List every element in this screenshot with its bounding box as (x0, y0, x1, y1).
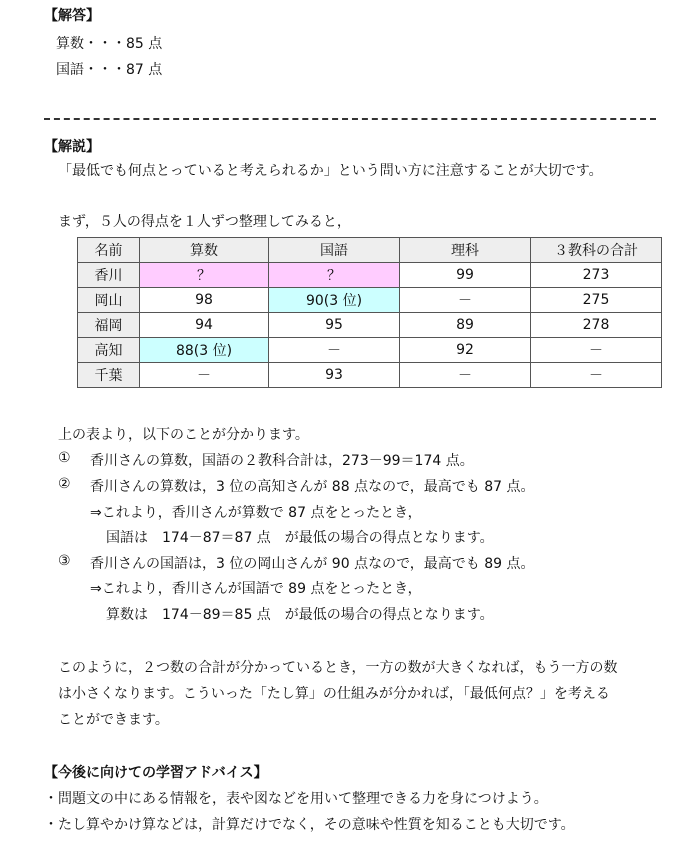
cell-name: 香川 (78, 263, 140, 288)
cell-math: 98 (140, 288, 269, 313)
cell-science: － (400, 288, 531, 313)
cell-name: 千葉 (78, 363, 140, 388)
item-2-step-a: ⇒これより，香川さんが算数で 87 点をとったとき， (90, 505, 422, 521)
cell-science: 99 (400, 263, 531, 288)
cell-math: － (140, 363, 269, 388)
cell-japanese: － (269, 338, 400, 363)
cell-name: 高知 (78, 338, 140, 363)
item-3-step-b: 算数は 174－89＝85 点 が最低の場合の得点となります。 (106, 607, 494, 623)
score-table (77, 237, 662, 388)
advice-item-2: ・たし算やかけ算などは，計算だけでなく，その意味や性質を知ることも大切です。 (44, 817, 575, 833)
findings-lead: 上の表より，以下のことが分かります。 (58, 427, 309, 443)
header-science: 理科 (400, 238, 531, 263)
summary-line-1: このように，２つ数の合計が分かっているとき，一方の数が大きくなれば，もう一方の数 (58, 660, 618, 676)
cell-science: 92 (400, 338, 531, 363)
cell-name: 岡山 (78, 288, 140, 313)
item-2-text: 香川さんの算数は，3 位の高知さんが 88 点なので，最高でも 87 点。 (90, 479, 535, 495)
cell-total: 275 (531, 288, 662, 313)
header-total: ３教科の合計 (531, 238, 662, 263)
item-1-text: 香川さんの算数，国語の２教科合計は，273－99＝174 点。 (90, 453, 474, 469)
cell-name: 福岡 (78, 313, 140, 338)
table-lead: まず，５人の得点を１人ずつ整理してみると， (58, 214, 351, 230)
cell-science: 89 (400, 313, 531, 338)
answer-line-math: 算数・・・85 点 (56, 36, 163, 52)
cell-total: 273 (531, 263, 662, 288)
cell-japanese-third: 90(3 位) (269, 288, 400, 313)
cell-math-third: 88(3 位) (140, 338, 269, 363)
cell-total: － (531, 338, 662, 363)
explanation-heading: 【解説】 (44, 139, 100, 155)
cell-math: 94 (140, 313, 269, 338)
cell-japanese-unknown: ？ (269, 263, 400, 288)
cell-japanese: 93 (269, 363, 400, 388)
item-2-step-b: 国語は 174－87＝87 点 が最低の場合の得点となります。 (106, 530, 494, 546)
advice-heading: 【今後に向けての学習アドバイス】 (44, 765, 268, 781)
item-3-text: 香川さんの国語は，3 位の岡山さんが 90 点なので，最高でも 89 点。 (90, 556, 535, 572)
cell-japanese: 95 (269, 313, 400, 338)
cell-math-unknown: ？ (140, 263, 269, 288)
summary-line-3: ことができます。 (58, 712, 169, 728)
answer-heading: 【解答】 (44, 8, 100, 24)
table-row (78, 338, 662, 363)
section-divider (44, 118, 656, 120)
table-header-row (78, 238, 662, 263)
table-row (78, 288, 662, 313)
item-2-number: ② (58, 476, 71, 492)
header-name: 名前 (78, 238, 140, 263)
item-1-number: ① (58, 450, 71, 466)
table-row (78, 313, 662, 338)
header-japanese: 国語 (269, 238, 400, 263)
advice-item-1: ・問題文の中にある情報を，表や図などを用いて整理できる力を身につけよう。 (44, 791, 548, 807)
header-math: 算数 (140, 238, 269, 263)
summary-line-2: は小さくなります。こういった「たし算」の仕組みが分かれば，「最低何点？」を考える (58, 686, 610, 702)
answer-line-japanese: 国語・・・87 点 (56, 62, 163, 78)
cell-total: 278 (531, 313, 662, 338)
explanation-intro: 「最低でも何点とっていると考えられるか」という問い方に注意することが大切です。 (58, 163, 603, 179)
item-3-number: ③ (58, 553, 71, 569)
cell-science: － (400, 363, 531, 388)
table-row (78, 263, 662, 288)
item-3-step-a: ⇒これより，香川さんが国語で 89 点をとったとき， (90, 581, 422, 597)
cell-total: － (531, 363, 662, 388)
table-row (78, 363, 662, 388)
